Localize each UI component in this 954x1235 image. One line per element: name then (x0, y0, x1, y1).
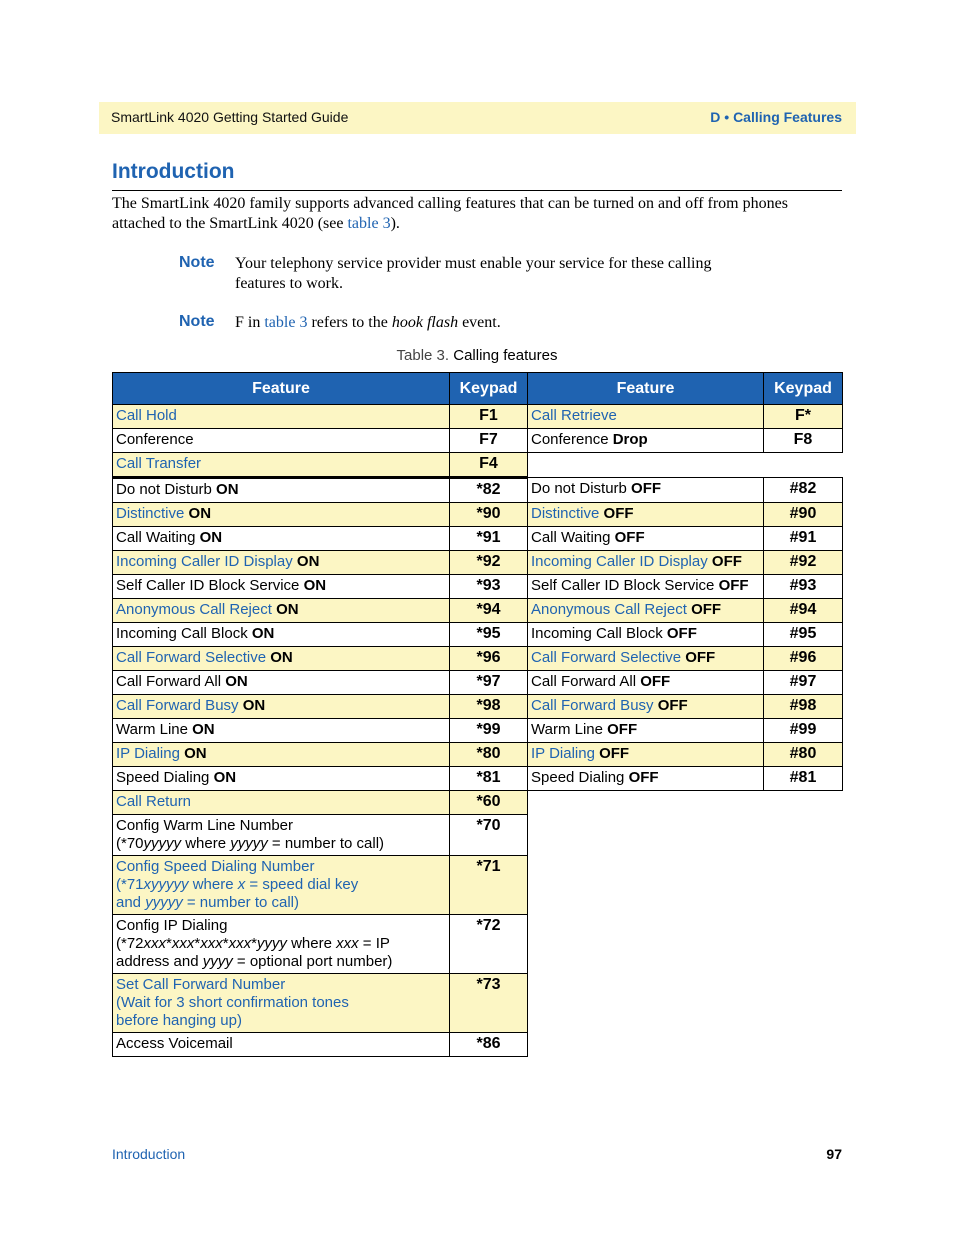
keypad-code: *71 (450, 856, 528, 915)
table-row (113, 575, 843, 599)
empty-cell (528, 974, 843, 1033)
feature-text: = speed dial key (245, 876, 359, 893)
table-row (113, 1033, 843, 1057)
feature-state: OFF (691, 601, 722, 618)
keypad-code: #96 (764, 647, 843, 671)
empty-cell (528, 815, 843, 856)
feature-name: Distinctive (116, 505, 189, 522)
table-row (113, 647, 843, 671)
feature-cell (113, 974, 450, 1033)
feature-cell (113, 405, 450, 429)
calling-features-table (112, 372, 843, 1057)
feature-text: (*72 (116, 935, 144, 952)
table-row (113, 478, 843, 503)
feature-text: before hanging up) (116, 1012, 242, 1029)
feature-cell (528, 575, 764, 599)
feature-cell (113, 503, 450, 527)
table-row (113, 719, 843, 743)
keypad-code: #98 (764, 695, 843, 719)
keypad-code: *96 (450, 647, 528, 671)
caption-title: Calling features (453, 347, 558, 364)
keypad-code: F1 (450, 405, 528, 429)
intro-text-end: ). (390, 215, 400, 232)
note-label: Note (179, 254, 215, 271)
empty-cell (528, 915, 843, 974)
feature-name: Self Caller ID Block Service (116, 577, 304, 594)
feature-text: yyyy (256, 935, 287, 952)
note-text-part: refers to the (307, 314, 392, 331)
feature-line (116, 1012, 446, 1030)
table-row (113, 974, 843, 1033)
table-row (113, 743, 843, 767)
feature-text: Config Warm Line Number (116, 817, 294, 834)
feature-text: yyyy (202, 953, 233, 970)
column-header: Keypad (764, 373, 843, 405)
feature-text: * (166, 935, 172, 952)
feature-name: Call Forward Busy (116, 697, 243, 714)
feature-text: yyyyy (145, 894, 183, 911)
keypad-code: *98 (450, 695, 528, 719)
feature-state: OFF (628, 769, 659, 786)
keypad-code: #95 (764, 623, 843, 647)
keypad-code: F* (764, 405, 843, 429)
table-row (113, 551, 843, 575)
feature-state: OFF (607, 721, 638, 738)
feature-text: xxx (200, 935, 223, 952)
feature-line (116, 876, 446, 894)
keypad-code: *72 (450, 915, 528, 974)
empty-cell (528, 1033, 843, 1057)
keypad-code: *86 (450, 1033, 528, 1057)
note-italic: hook flash (391, 314, 459, 331)
feature-line (116, 817, 446, 835)
feature-state: ON (225, 673, 248, 690)
table-row (113, 429, 843, 453)
table-row (113, 599, 843, 623)
keypad-code: #94 (764, 599, 843, 623)
feature-state: OFF (603, 505, 634, 522)
keypad-code: #82 (764, 478, 843, 503)
feature-state: OFF (640, 673, 671, 690)
feature-text: = number to call) (182, 894, 300, 911)
table-row (113, 527, 843, 551)
feature-text: xxx (336, 935, 359, 952)
feature-cell (528, 671, 764, 695)
feature-name: Call Waiting (116, 529, 200, 546)
keypad-code: *90 (450, 503, 528, 527)
keypad-code: *95 (450, 623, 528, 647)
feature-cell (113, 623, 450, 647)
feature-cell (113, 527, 450, 551)
feature-text: yyyyy (143, 835, 182, 852)
header-chapter: D • Calling Features (710, 109, 842, 125)
table-row (113, 405, 843, 429)
section-title: Introduction (112, 160, 235, 183)
keypad-code: #99 (764, 719, 843, 743)
feature-cell (528, 719, 764, 743)
feature-name: Call Transfer (116, 455, 202, 472)
feature-name: Speed Dialing (116, 769, 214, 786)
feature-cell (113, 1033, 450, 1057)
keypad-code: *99 (450, 719, 528, 743)
title-rule (112, 190, 842, 191)
feature-name: Conference (531, 431, 613, 448)
feature-text: = optional port number) (232, 953, 393, 970)
table-row (113, 623, 843, 647)
feature-name: Distinctive (531, 505, 604, 522)
feature-cell (113, 453, 450, 478)
table-row (113, 856, 843, 915)
feature-text: Access Voicemail (116, 1035, 233, 1052)
feature-name: Call Forward All (531, 673, 641, 690)
feature-line (116, 976, 446, 994)
feature-cell (113, 791, 450, 815)
empty-cell (528, 453, 843, 478)
keypad-code: #92 (764, 551, 843, 575)
keypad-code: #91 (764, 527, 843, 551)
feature-text: (*71 (116, 876, 144, 893)
feature-name: Call Forward Busy (531, 697, 658, 714)
feature-line (116, 835, 446, 853)
feature-state: OFF (631, 480, 662, 497)
feature-text: x (237, 876, 246, 893)
feature-text: xxx (228, 935, 252, 952)
feature-cell (528, 478, 764, 503)
feature-name: Call Hold (116, 407, 177, 424)
table-caption (112, 347, 842, 364)
feature-cell (528, 695, 764, 719)
feature-cell (113, 767, 450, 791)
keypad-code: F7 (450, 429, 528, 453)
keypad-code: #93 (764, 575, 843, 599)
feature-text: * (222, 935, 229, 952)
feature-name: Conference (116, 431, 194, 448)
keypad-code: F4 (450, 453, 528, 478)
feature-cell (113, 743, 450, 767)
feature-cell (113, 671, 450, 695)
table-body (113, 405, 843, 1057)
feature-line (116, 894, 446, 912)
keypad-code: *60 (450, 791, 528, 815)
keypad-code: #80 (764, 743, 843, 767)
feature-text: Set Call Forward Number (116, 976, 286, 993)
feature-state: ON (216, 481, 239, 498)
feature-text: (Wait for 3 short confirmation tones (116, 994, 349, 1011)
feature-state: OFF (657, 697, 688, 714)
feature-line (116, 917, 446, 935)
keypad-code: *70 (450, 815, 528, 856)
keypad-code: *93 (450, 575, 528, 599)
feature-text: where (188, 876, 238, 893)
feature-name: Incoming Caller ID Display (531, 553, 712, 570)
feature-state: OFF (599, 745, 630, 762)
table-row (113, 815, 843, 856)
feature-name: Call Waiting (531, 529, 615, 546)
feature-cell (113, 915, 450, 974)
feature-cell (113, 719, 450, 743)
feature-text: = IP (358, 935, 390, 952)
feature-cell (528, 599, 764, 623)
keypad-code: *92 (450, 551, 528, 575)
empty-cell (528, 856, 843, 915)
feature-state: OFF (685, 649, 716, 666)
feature-name: Warm Line (531, 721, 608, 738)
note-text-part: F in (235, 314, 265, 331)
table-row (113, 695, 843, 719)
feature-state: ON (270, 649, 293, 666)
intro-paragraph (112, 194, 842, 234)
table-row (113, 791, 843, 815)
caption-label: Table 3. (396, 347, 450, 364)
column-header: Feature (528, 373, 764, 405)
feature-cell (113, 575, 450, 599)
feature-text: yyyyy (230, 835, 268, 852)
feature-text: address and (116, 953, 203, 970)
note-text: Your telephony service provider must enable your service for these calling features to work. (235, 255, 712, 292)
feature-cell (113, 429, 450, 453)
table-row (113, 671, 843, 695)
feature-text: where (286, 935, 337, 952)
feature-name: IP Dialing (116, 745, 185, 762)
feature-text: Config IP Dialing (116, 917, 228, 934)
feature-name: Call Return (116, 793, 192, 810)
feature-text: xxx (171, 935, 195, 952)
feature-name: Anonymous Call Reject (531, 601, 692, 618)
feature-line (116, 858, 446, 876)
feature-cell (113, 551, 450, 575)
feature-cell (113, 856, 450, 915)
keypad-code: *91 (450, 527, 528, 551)
feature-text: xyyyyy (143, 876, 189, 893)
note-text (235, 313, 735, 333)
feature-state: ON (276, 601, 299, 618)
feature-state: ON (184, 745, 207, 762)
feature-cell (113, 599, 450, 623)
running-header (99, 102, 856, 134)
table-row (113, 767, 843, 791)
keypad-code: *82 (450, 478, 528, 503)
feature-name: Call Forward Selective (531, 649, 686, 666)
feature-cell (528, 405, 764, 429)
feature-state: OFF (711, 553, 742, 570)
feature-cell (528, 429, 764, 453)
feature-text: = number to call) (267, 835, 385, 852)
feature-state: ON (251, 625, 275, 642)
feature-name: Call Retrieve (531, 407, 617, 424)
feature-name: Incoming Call Block (531, 625, 667, 642)
footer-section: Introduction (112, 1146, 186, 1162)
feature-cell (528, 767, 764, 791)
empty-cell (528, 791, 843, 815)
intro-text: The SmartLink 4020 family supports advanced calling features that can be turned on and off from phones attached to the SmartLink 4020 (see (112, 195, 788, 232)
table-link[interactable]: table 3 (347, 215, 391, 232)
page-number: 97 (826, 1146, 842, 1162)
keypad-code: #81 (764, 767, 843, 791)
table-row (113, 453, 843, 478)
feature-text: * (194, 935, 201, 952)
feature-state: ON (213, 769, 237, 786)
feature-cell (113, 815, 450, 856)
feature-cell (528, 551, 764, 575)
feature-cell (528, 623, 764, 647)
keypad-code: *97 (450, 671, 528, 695)
keypad-code: *81 (450, 767, 528, 791)
feature-cell (528, 527, 764, 551)
feature-state: OFF (614, 529, 645, 546)
keypad-code: F8 (764, 429, 843, 453)
header-guide-title: SmartLink 4020 Getting Started Guide (111, 109, 349, 125)
feature-text: and (116, 894, 146, 911)
feature-state: ON (296, 553, 320, 570)
table-row (113, 503, 843, 527)
feature-state: Drop (612, 431, 648, 448)
feature-cell (113, 478, 450, 503)
feature-name: Call Forward All (116, 673, 226, 690)
table-row (113, 915, 843, 974)
feature-state: ON (188, 505, 212, 522)
keypad-code: *94 (450, 599, 528, 623)
feature-name: Do not Disturb (116, 481, 217, 498)
table-header-row (113, 373, 843, 405)
feature-name: Call Forward Selective (116, 649, 271, 666)
feature-text: Config Speed Dialing Number (116, 858, 315, 875)
feature-text: where (181, 835, 231, 852)
feature-state: ON (242, 697, 266, 714)
feature-line (116, 994, 446, 1012)
feature-cell (528, 503, 764, 527)
keypad-code: *73 (450, 974, 528, 1033)
column-header: Keypad (450, 373, 528, 405)
feature-cell (528, 743, 764, 767)
feature-text: xxx (143, 935, 167, 952)
feature-name: Self Caller ID Block Service (531, 577, 719, 594)
feature-cell (528, 647, 764, 671)
feature-line (116, 953, 446, 971)
keypad-code: #90 (764, 503, 843, 527)
keypad-code: #97 (764, 671, 843, 695)
keypad-code: *80 (450, 743, 528, 767)
note-text-part: event. (458, 314, 501, 331)
feature-state: OFF (718, 577, 749, 594)
feature-state: OFF (666, 625, 697, 642)
table-link[interactable]: table 3 (264, 314, 308, 331)
feature-text: (*70 (116, 835, 144, 852)
feature-name: Incoming Call Block (116, 625, 252, 642)
feature-state: ON (192, 721, 215, 738)
feature-cell (113, 695, 450, 719)
feature-name: Anonymous Call Reject (116, 601, 277, 618)
feature-line (116, 935, 446, 953)
feature-line (116, 1035, 446, 1053)
note-label: Note (179, 313, 215, 330)
feature-state: ON (303, 577, 327, 594)
feature-name: Do not Disturb (531, 480, 632, 497)
feature-name: Speed Dialing (531, 769, 629, 786)
feature-name: Warm Line (116, 721, 193, 738)
column-header: Feature (113, 373, 450, 405)
feature-text: * (251, 935, 257, 952)
feature-state: ON (199, 529, 223, 546)
feature-name: Incoming Caller ID Display (116, 553, 297, 570)
feature-cell (113, 647, 450, 671)
feature-name: IP Dialing (531, 745, 600, 762)
